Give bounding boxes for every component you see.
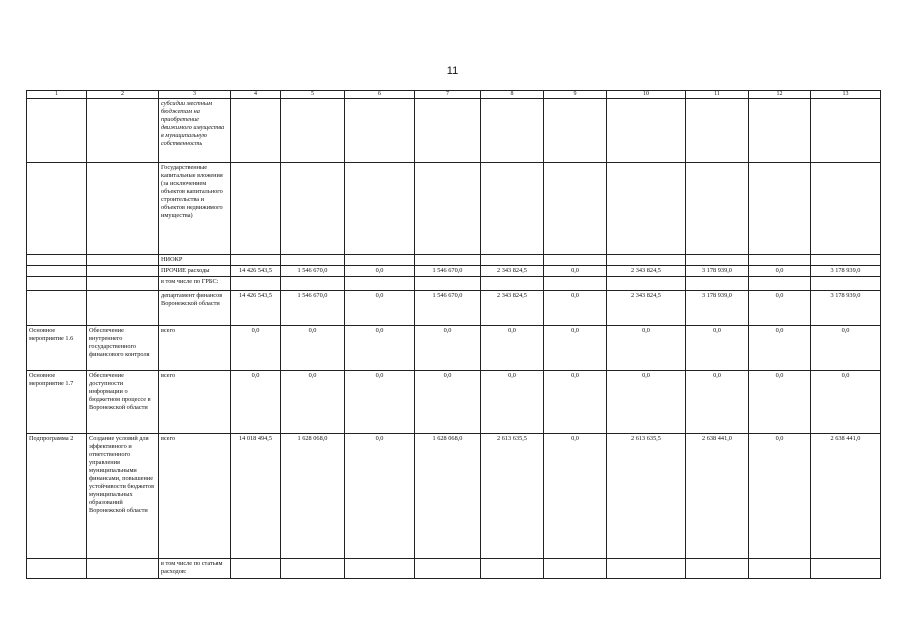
value-cell: 0,0 — [686, 371, 749, 434]
value-cell — [544, 277, 607, 291]
value-cell — [281, 99, 345, 163]
column-header: 11 — [686, 91, 749, 99]
value-cell: 0,0 — [749, 371, 811, 434]
value-cell — [231, 559, 281, 579]
row-code-cell: Основное мероприятие 1.6 — [27, 326, 87, 371]
value-cell: 2 343 824,5 — [607, 266, 686, 277]
row-code-cell — [27, 266, 87, 277]
value-cell: 0,0 — [345, 434, 415, 559]
value-cell: 0,0 — [281, 326, 345, 371]
value-cell — [686, 163, 749, 255]
value-cell: 0,0 — [544, 371, 607, 434]
value-cell — [544, 559, 607, 579]
value-cell — [749, 163, 811, 255]
value-cell: 2 613 635,5 — [481, 434, 544, 559]
value-cell: 2 343 824,5 — [607, 291, 686, 326]
value-cell: 0,0 — [811, 371, 881, 434]
row-name-cell: Создание условий для эффективного и ответственного управления муниципальными финансами, повышение устойчивости бюджетов муниципальных образований Воронежской области — [87, 434, 159, 559]
table-row — [27, 291, 881, 326]
value-cell: 14 426 543,5 — [231, 266, 281, 277]
value-cell: 0,0 — [749, 266, 811, 277]
row-source-cell: всего — [159, 434, 231, 559]
page-number: 11 — [446, 65, 459, 77]
value-cell — [231, 99, 281, 163]
row-name-cell — [87, 291, 159, 326]
value-cell: 1 546 670,0 — [281, 291, 345, 326]
row-code-cell — [27, 277, 87, 291]
value-cell: 0,0 — [811, 326, 881, 371]
table-row — [27, 371, 881, 434]
column-header: 10 — [607, 91, 686, 99]
row-name-cell — [87, 277, 159, 291]
row-source-cell: всего — [159, 371, 231, 434]
value-cell — [749, 99, 811, 163]
value-cell — [231, 277, 281, 291]
value-cell — [415, 99, 481, 163]
value-cell — [607, 277, 686, 291]
budget-table — [26, 90, 881, 579]
row-code-cell — [27, 163, 87, 255]
value-cell: 0,0 — [481, 326, 544, 371]
value-cell — [749, 277, 811, 291]
value-cell — [415, 559, 481, 579]
value-cell — [281, 559, 345, 579]
value-cell: 3 178 939,0 — [686, 266, 749, 277]
value-cell — [686, 277, 749, 291]
value-cell: 0,0 — [544, 266, 607, 277]
row-source-cell: НИОКР — [159, 255, 231, 266]
value-cell: 3 178 939,0 — [811, 266, 881, 277]
value-cell: 0,0 — [686, 326, 749, 371]
value-cell: 0,0 — [281, 371, 345, 434]
value-cell: 0,0 — [345, 326, 415, 371]
value-cell — [544, 99, 607, 163]
value-cell — [607, 99, 686, 163]
row-name-cell: Обеспечение внутреннего государственного финансового контроля — [87, 326, 159, 371]
value-cell: 2 638 441,0 — [686, 434, 749, 559]
value-cell — [345, 277, 415, 291]
value-cell: 0,0 — [415, 371, 481, 434]
value-cell — [345, 255, 415, 266]
value-cell: 0,0 — [544, 291, 607, 326]
value-cell: 0,0 — [749, 291, 811, 326]
column-header: 9 — [544, 91, 607, 99]
value-cell: 1 546 670,0 — [415, 291, 481, 326]
row-name-cell — [87, 255, 159, 266]
value-cell: 3 178 939,0 — [686, 291, 749, 326]
value-cell: 0,0 — [231, 326, 281, 371]
table-row — [27, 559, 881, 579]
value-cell: 1 546 670,0 — [281, 266, 345, 277]
value-cell — [415, 163, 481, 255]
value-cell: 0,0 — [415, 326, 481, 371]
value-cell: 2 638 441,0 — [811, 434, 881, 559]
value-cell — [481, 277, 544, 291]
value-cell — [415, 255, 481, 266]
table-row — [27, 326, 881, 371]
value-cell: 14 018 494,5 — [231, 434, 281, 559]
column-header: 7 — [415, 91, 481, 99]
value-cell: 2 613 635,5 — [607, 434, 686, 559]
value-cell — [415, 277, 481, 291]
row-code-cell — [27, 99, 87, 163]
value-cell: 3 178 939,0 — [811, 291, 881, 326]
value-cell: 1 628 068,0 — [415, 434, 481, 559]
value-cell: 2 343 824,5 — [481, 266, 544, 277]
value-cell: 0,0 — [749, 326, 811, 371]
row-name-cell — [87, 266, 159, 277]
value-cell — [811, 559, 881, 579]
value-cell: 0,0 — [345, 266, 415, 277]
value-cell — [749, 255, 811, 266]
row-name-cell — [87, 559, 159, 579]
row-name-cell: Обеспечение доступности информации о бюджетном процессе в Воронежской области — [87, 371, 159, 434]
value-cell: 0,0 — [749, 434, 811, 559]
row-name-cell — [87, 99, 159, 163]
value-cell: 1 546 670,0 — [415, 266, 481, 277]
value-cell — [811, 255, 881, 266]
column-header: 6 — [345, 91, 415, 99]
value-cell: 0,0 — [607, 326, 686, 371]
row-source-cell: Государственные капитальные вложения (за исключением объектов капитального строительства и объектов недвижимого имущества) — [159, 163, 231, 255]
table-row — [27, 163, 881, 255]
value-cell: 0,0 — [544, 434, 607, 559]
row-source-cell: субсидии местным бюджетам на приобретение движимого имущества в муниципальную собственность — [159, 99, 231, 163]
value-cell — [231, 163, 281, 255]
value-cell: 0,0 — [607, 371, 686, 434]
value-cell: 0,0 — [231, 371, 281, 434]
table-row — [27, 266, 881, 277]
table-row — [27, 99, 881, 163]
row-code-cell — [27, 291, 87, 326]
value-cell — [481, 255, 544, 266]
value-cell: 0,0 — [481, 371, 544, 434]
value-cell — [686, 559, 749, 579]
value-cell — [281, 255, 345, 266]
value-cell — [281, 277, 345, 291]
value-cell — [811, 99, 881, 163]
value-cell — [811, 163, 881, 255]
column-header: 3 — [159, 91, 231, 99]
value-cell: 0,0 — [345, 291, 415, 326]
value-cell: 0,0 — [345, 371, 415, 434]
value-cell: 0,0 — [544, 326, 607, 371]
row-code-cell — [27, 559, 87, 579]
value-cell — [544, 163, 607, 255]
value-cell — [811, 277, 881, 291]
column-header: 4 — [231, 91, 281, 99]
table-row — [27, 255, 881, 266]
table-row — [27, 277, 881, 291]
value-cell: 1 628 068,0 — [281, 434, 345, 559]
column-header: 1 — [27, 91, 87, 99]
row-source-cell: в том числе по статьям расходов: — [159, 559, 231, 579]
row-code-cell — [27, 255, 87, 266]
row-source-cell: департамент финансов Воронежской области — [159, 291, 231, 326]
column-header: 12 — [749, 91, 811, 99]
value-cell — [607, 559, 686, 579]
value-cell — [686, 255, 749, 266]
value-cell — [281, 163, 345, 255]
row-code-cell: Основное мероприятие 1.7 — [27, 371, 87, 434]
value-cell — [607, 255, 686, 266]
row-code-cell: Подпрограмма 2 — [27, 434, 87, 559]
column-header: 5 — [281, 91, 345, 99]
value-cell — [481, 99, 544, 163]
value-cell — [481, 559, 544, 579]
value-cell: 14 426 543,5 — [231, 291, 281, 326]
row-name-cell — [87, 163, 159, 255]
column-header: 8 — [481, 91, 544, 99]
value-cell — [686, 99, 749, 163]
row-source-cell: ПРОЧИЕ расходы — [159, 266, 231, 277]
value-cell — [544, 255, 607, 266]
table-row — [27, 434, 881, 559]
value-cell — [231, 255, 281, 266]
value-cell — [607, 163, 686, 255]
value-cell — [749, 559, 811, 579]
column-header: 13 — [811, 91, 881, 99]
value-cell — [345, 163, 415, 255]
value-cell: 2 343 824,5 — [481, 291, 544, 326]
row-source-cell: всего — [159, 326, 231, 371]
value-cell — [345, 559, 415, 579]
column-header: 2 — [87, 91, 159, 99]
value-cell — [481, 163, 544, 255]
value-cell — [345, 99, 415, 163]
row-source-cell: в том числе по ГРБС: — [159, 277, 231, 291]
header-row — [27, 91, 881, 99]
